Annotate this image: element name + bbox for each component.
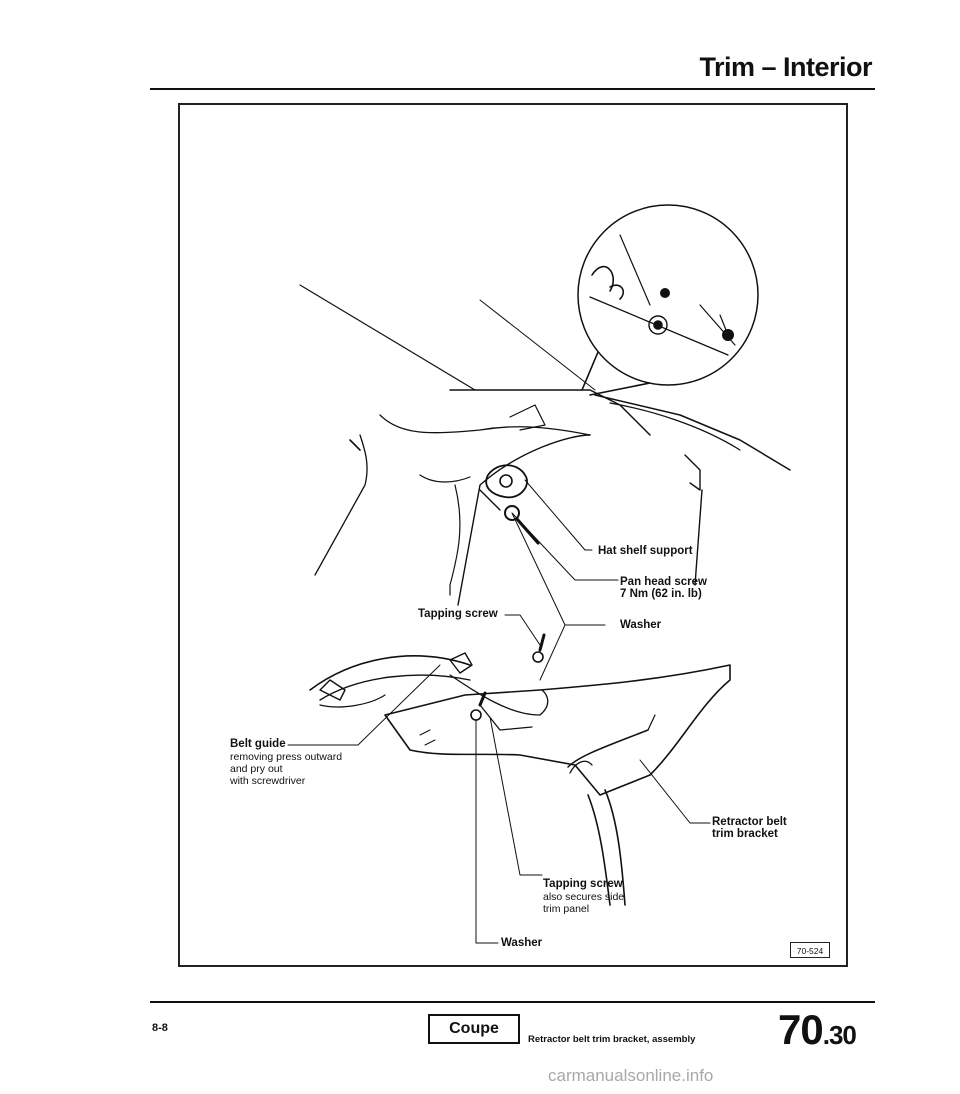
magnifier-pointer-right (590, 383, 650, 395)
label-retractor-line-2: trim bracket (712, 828, 778, 840)
label-belt-guide: Belt guide (230, 738, 286, 750)
model-badge: Coupe (428, 1014, 520, 1044)
section-minor: .30 (822, 1020, 856, 1050)
label-tapping-screw-lower: Tapping screw (543, 878, 623, 890)
washer-upper (533, 652, 543, 662)
pillar-edge (458, 435, 590, 605)
leader-retractor (640, 760, 710, 823)
label-belt-guide-note-1: removing press outward (230, 751, 343, 763)
shelf-edge-left (300, 285, 475, 390)
label-tapping-screw-lower-note-1: also secures side (543, 891, 625, 903)
watermark-text: carmanualsonline.info (548, 1066, 714, 1085)
label-tapping-screw-upper: Tapping screw (418, 608, 498, 620)
section-major: 70 (778, 1006, 823, 1053)
figure-number: 70-524 (790, 942, 830, 958)
leader-tapping-lower (490, 717, 542, 875)
tapping-screw-upper (540, 635, 544, 650)
label-washer-lower: Washer (501, 937, 543, 949)
magnifier-pointer-left (582, 352, 598, 390)
footer-rule (150, 1001, 875, 1003)
hat-shelf-support-bracket (486, 465, 527, 497)
belt-guide (310, 656, 470, 690)
section-caption: Retractor belt trim bracket, assembly (528, 1034, 696, 1045)
right-pillar-bracket (685, 455, 700, 490)
label-retractor-line-1: Retractor belt (712, 816, 787, 828)
washer-lower (471, 710, 481, 720)
leader-belt-guide (288, 665, 440, 745)
page-number: 8-8 (152, 1022, 168, 1034)
label-hat-shelf-support: Hat shelf support (598, 545, 693, 557)
label-belt-guide-note-3: with screwdriver (230, 775, 306, 787)
retractor-trim-bracket (385, 665, 730, 795)
left-strut (315, 435, 367, 575)
page-header-title: Trim – Interior (699, 52, 872, 82)
header-rule (150, 88, 875, 90)
leader-washer-lower (476, 720, 498, 943)
label-washer-upper: Washer (620, 619, 662, 631)
leader-tapping-upper (505, 615, 540, 645)
section-number (778, 1006, 856, 1054)
label-belt-guide-note-2: and pry out (230, 763, 283, 775)
label-tapping-screw-lower-note-2: trim panel (543, 903, 590, 915)
label-pan-head-screw: Pan head screw (620, 576, 707, 588)
label-pan-head-torque: 7 Nm (62 in. lb) (620, 588, 702, 600)
